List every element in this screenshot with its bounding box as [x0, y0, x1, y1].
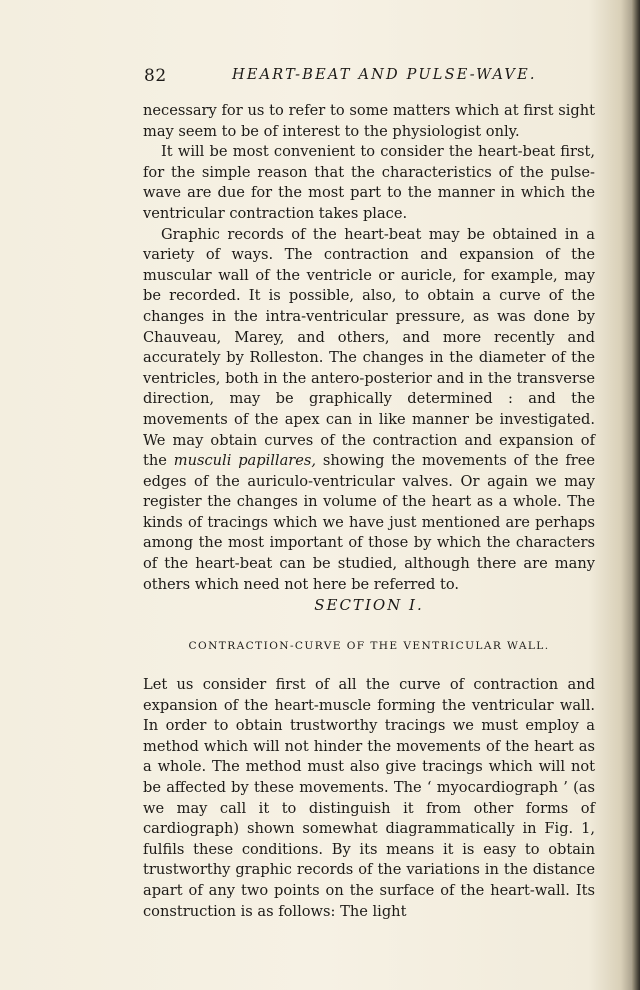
paragraph-contraction-curve: Let us consider first of all the curve of contraction and expansion of the heart-muscle forming the ventricular wall. In order to obtain trustworthy tracings we must employ a method which will not hinder the movements of the heart as a whole. The method must also give tracings which will not be affected by these movements. The ‘ myocardiograph ’ (as we may call it to distinguish it from other forms of cardiograph) shown somewhat diagrammatically in Fig. 1, fulfils these conditions. By its means it is easy to obtain trustworthy graphic records of the variations in the distance apart of any two points on the surface of the heart-wall. Its construction is as follows: The light [143, 676, 595, 920]
paragraph-heart-beat: It will be most convenient to consider the heart-beat first, for the simple reason that the characteristics of the pulse-wave are due for the most part to the manner in which the ventricular contraction takes place. [143, 143, 595, 222]
page-edge-shadow [632, 0, 640, 990]
running-head: HEART-BEAT AND PULSE-WAVE. [232, 67, 537, 83]
paragraph-continuation: necessary for us to refer to some matters which at first sight may seem to be of interest to the physiologist only. [143, 102, 595, 140]
section-title: SECTION I. [314, 596, 424, 614]
page-number: 82 [144, 66, 167, 86]
paragraph-graphic-records [143, 225, 595, 596]
body-text-upper [143, 101, 595, 595]
paragraph-graphic-records-a: Graphic records of the heart-beat may be obtained in a variety of ways. The contraction and expansion of the muscular wall of the ventricle or auricle, for example, may be recorded. It is possible, also, to obtain a curve of the changes in the intra-ventricular pressure, as was done by Chauveau, Marey, and others, and more recently and accurately by Rolleston. The changes in the diameter of the ventricles, both in the antero-posterior and in the transverse direction, may be graphically determined : and the movements of the apex can in like manner be investigated. We may obtain curves of the contraction and expansion of the [143, 225, 595, 470]
section-subtitle: CONTRACTION-CURVE OF THE VENTRICULAR WALL. [188, 640, 550, 652]
paragraph-graphic-records-b: showing the movements of the free edges of the auriculo-ventricular valves. Or again we may register the changes in volume of the heart as a whole. The kinds of tracings which we have just mentioned are perhaps among the most important of those by which the characters of the heart-beat can be studied, although there are many others which need not here be referred to. [143, 452, 595, 593]
page-header [144, 66, 596, 90]
body-text-lower [143, 675, 595, 922]
musculi-papillares-italic: musculi papillares, [173, 452, 317, 470]
